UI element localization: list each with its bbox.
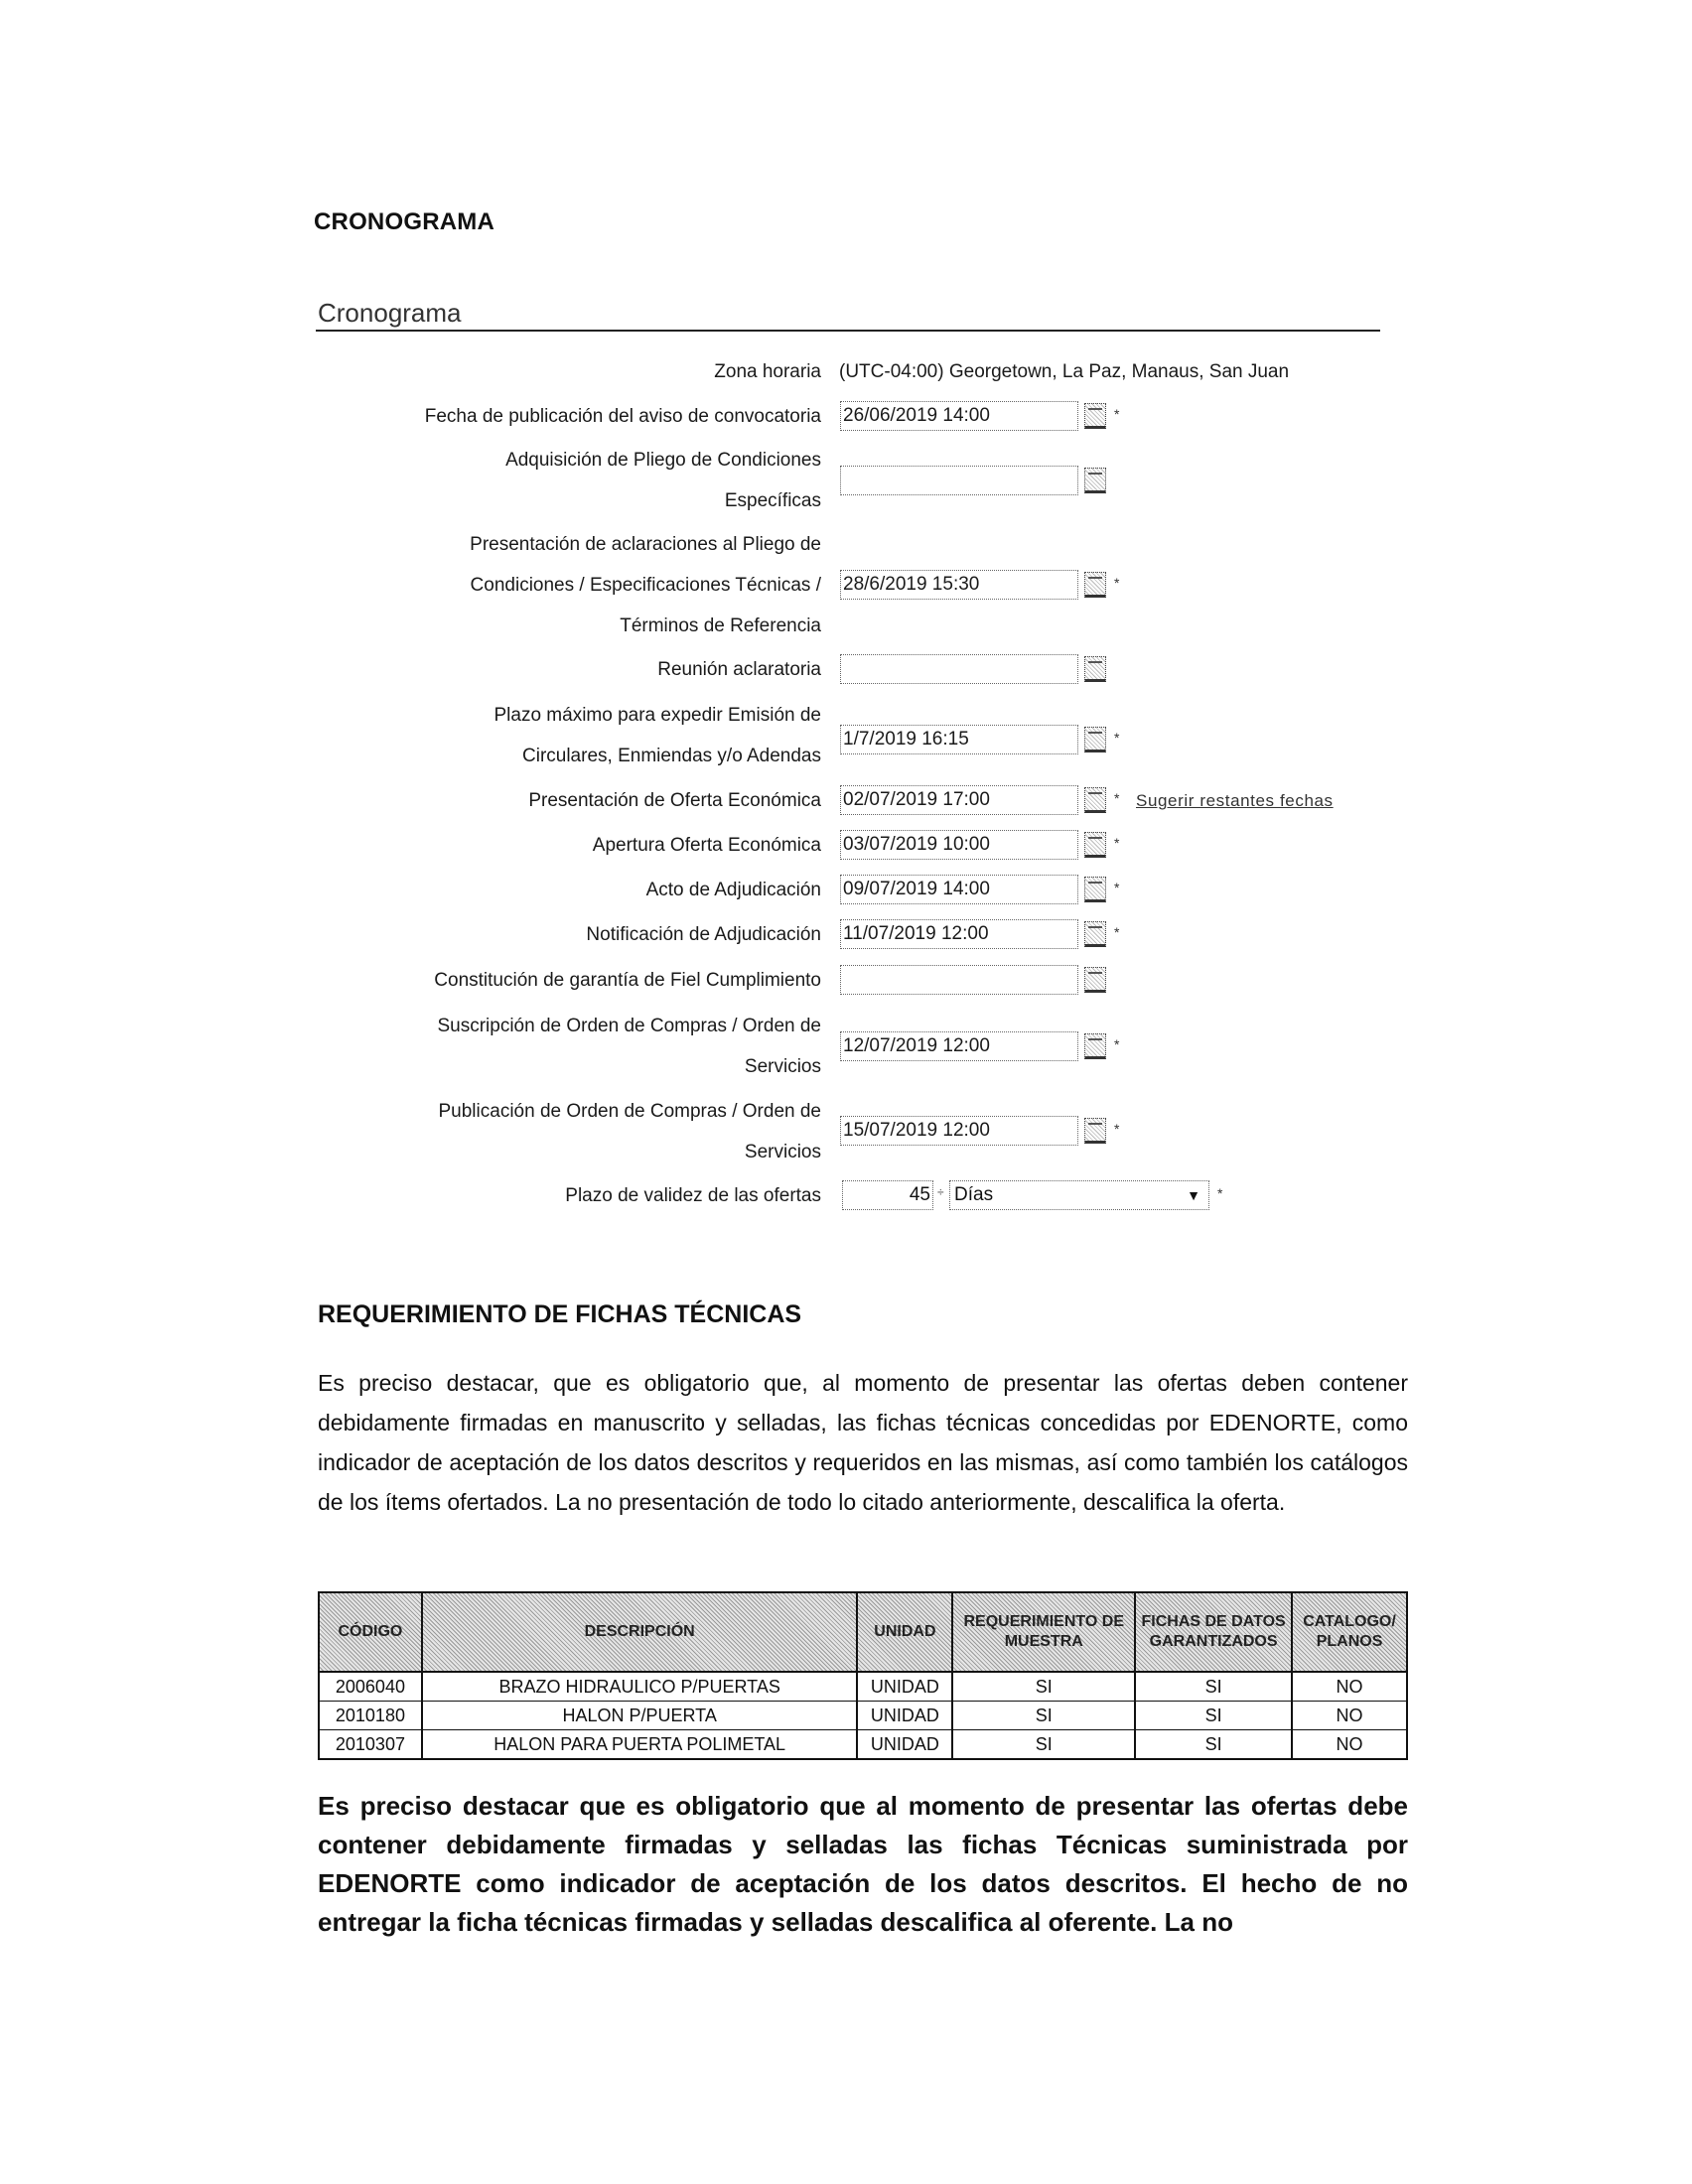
field-label: Notificación de Adjudicación [586, 924, 821, 945]
header-descripcion: DESCRIPCIÓN [422, 1592, 858, 1672]
spinner-icon[interactable]: ÷ [937, 1185, 944, 1199]
table-row [319, 1672, 1407, 1702]
field-label-line-1: Plazo máximo para expedir Emisión de [494, 705, 821, 726]
cell-fichas: SI [1135, 1672, 1292, 1702]
section-title: Cronograma [318, 298, 462, 328]
date-input-publicacion-aviso[interactable]: 26/06/2019 14:00 [840, 401, 1078, 431]
cell-unidad: UNIDAD [857, 1730, 952, 1760]
requirements-paragraph: Es preciso destacar, que es obligatorio que, al momento de presentar las ofertas deben contener debidamente firmadas en manuscrito y selladas, las fichas técnicas concedidas por EDENORTE, como indicador de aceptación de los datos descritos y requeridos en las mismas, así como también los catálogos de los ítems ofertados. La no presentación de todo lo citado anteriormente, descalifica la oferta. [318, 1370, 1408, 1515]
header-requerimiento-muestra: REQUERIMIENTO DE MUESTRA [952, 1592, 1135, 1672]
date-input-adquisicion-pliego[interactable] [840, 466, 1078, 495]
calendar-icon[interactable] [1084, 787, 1106, 813]
required-marker: * [1114, 575, 1120, 591]
cell-catalogo: NO [1292, 1702, 1407, 1730]
field-label-line-1: Publicación de Orden de Compras / Orden de [438, 1101, 821, 1122]
cell-descripcion: BRAZO HIDRAULICO P/PUERTAS [422, 1672, 858, 1702]
field-label-line-1: Adquisición de Pliego de Condiciones [505, 450, 821, 471]
calendar-icon[interactable] [1084, 656, 1106, 682]
cell-unidad: UNIDAD [857, 1702, 952, 1730]
calendar-icon[interactable] [1084, 921, 1106, 947]
date-input-aclaraciones-pliego[interactable]: 28/6/2019 15:30 [840, 570, 1078, 600]
calendar-icon[interactable] [1084, 468, 1106, 493]
field-label: Plazo de validez de las ofertas [565, 1185, 821, 1206]
fichas-tecnicas-table [318, 1591, 1408, 1760]
required-marker: * [1217, 1185, 1223, 1201]
cronograma-heading: CRONOGRAMA [314, 208, 494, 235]
required-marker: * [1114, 790, 1120, 806]
field-label: Fecha de publicación del aviso de convocatoria [424, 406, 821, 427]
header-fichas-datos: FICHAS DE DATOS GARANTIZADOS [1135, 1592, 1292, 1672]
field-label-line-2: Condiciones / Especificaciones Técnicas / [470, 575, 821, 596]
date-input-reunion-aclaratoria[interactable] [840, 654, 1078, 684]
cell-codigo: 2010307 [319, 1730, 422, 1760]
select-value: Días [954, 1184, 994, 1205]
cell-codigo: 2010180 [319, 1702, 422, 1730]
field-label-line-3: Términos de Referencia [620, 615, 821, 636]
timezone-label: Zona horaria [714, 361, 821, 382]
required-marker: * [1114, 880, 1120, 895]
cell-descripcion: HALON PARA PUERTA POLIMETAL [422, 1730, 858, 1760]
calendar-icon[interactable] [1084, 727, 1106, 752]
date-input-garantia[interactable] [840, 965, 1078, 995]
required-marker: * [1114, 924, 1120, 940]
header-unidad: UNIDAD [857, 1592, 952, 1672]
date-input-plazo-circulares[interactable]: 1/7/2019 16:15 [840, 725, 1078, 754]
cell-fichas: SI [1135, 1730, 1292, 1760]
date-input-presentacion-oferta[interactable]: 02/07/2019 17:00 [840, 785, 1078, 815]
cell-catalogo: NO [1292, 1730, 1407, 1760]
field-label-line-1: Presentación de aclaraciones al Pliego de [470, 534, 821, 555]
table-row [319, 1702, 1407, 1730]
cell-muestra: SI [952, 1672, 1135, 1702]
validity-number-input[interactable]: 45 [842, 1180, 933, 1210]
date-input-suscripcion-orden[interactable]: 12/07/2019 12:00 [840, 1031, 1078, 1061]
table-header-row [319, 1592, 1407, 1672]
cell-fichas: SI [1135, 1702, 1292, 1730]
bold-requirements-paragraph: Es preciso destacar que es obligatorio que al momento de presentar las ofertas debe contener debidamente firmadas y selladas las fichas Técnicas suministrada por EDENORTE como indicador de aceptación de los datos descritos. El hecho de no entregar la ficha técnicas firmadas y selladas descalifica al oferente. La no [318, 1791, 1408, 1937]
required-marker: * [1114, 406, 1120, 422]
cell-muestra: SI [952, 1702, 1135, 1730]
field-label-line-1: Suscripción de Orden de Compras / Orden de [437, 1016, 821, 1036]
section-divider [316, 330, 1380, 332]
date-input-acto-adjudicacion[interactable]: 09/07/2019 14:00 [840, 875, 1078, 904]
required-marker: * [1114, 730, 1120, 746]
required-marker: * [1114, 1121, 1120, 1137]
table-row [319, 1730, 1407, 1760]
required-marker: * [1114, 835, 1120, 851]
required-marker: * [1114, 1036, 1120, 1052]
suggest-dates-link[interactable]: Sugerir restantes fechas [1136, 791, 1334, 810]
field-label: Reunión aclaratoria [657, 659, 821, 680]
field-label: Acto de Adjudicación [645, 880, 821, 900]
field-label-line-2: Servicios [744, 1056, 821, 1077]
date-input-notificacion-adjudicacion[interactable]: 11/07/2019 12:00 [840, 919, 1078, 949]
calendar-icon[interactable] [1084, 877, 1106, 902]
cell-unidad: UNIDAD [857, 1672, 952, 1702]
calendar-icon[interactable] [1084, 832, 1106, 858]
calendar-icon[interactable] [1084, 572, 1106, 598]
cell-codigo: 2006040 [319, 1672, 422, 1702]
field-label-line-2: Específicas [724, 490, 821, 511]
field-label: Apertura Oferta Económica [592, 835, 821, 856]
field-label: Presentación de Oferta Económica [528, 790, 821, 811]
cell-catalogo: NO [1292, 1672, 1407, 1702]
dropdown-arrow-icon[interactable]: ▼ [1187, 1187, 1200, 1203]
cell-descripcion: HALON P/PUERTA [422, 1702, 858, 1730]
field-label: Constitución de garantía de Fiel Cumplimiento [434, 970, 821, 991]
field-label-line-2: Circulares, Enmiendas y/o Adendas [522, 746, 821, 766]
calendar-icon[interactable] [1084, 1118, 1106, 1144]
field-label-line-2: Servicios [744, 1142, 821, 1162]
requirements-heading: REQUERIMIENTO DE FICHAS TÉCNICAS [318, 1300, 802, 1328]
calendar-icon[interactable] [1084, 967, 1106, 993]
validity-unit-select[interactable] [949, 1180, 1209, 1210]
header-catalogo-planos: CATALOGO/ PLANOS [1292, 1592, 1407, 1672]
calendar-icon[interactable] [1084, 1033, 1106, 1059]
calendar-icon[interactable] [1084, 403, 1106, 429]
date-input-publicacion-orden[interactable]: 15/07/2019 12:00 [840, 1116, 1078, 1146]
timezone-value: (UTC-04:00) Georgetown, La Paz, Manaus, San Juan [839, 361, 1290, 382]
date-input-apertura-oferta[interactable]: 03/07/2019 10:00 [840, 830, 1078, 860]
cell-muestra: SI [952, 1730, 1135, 1760]
header-codigo: CÓDIGO [319, 1592, 422, 1672]
